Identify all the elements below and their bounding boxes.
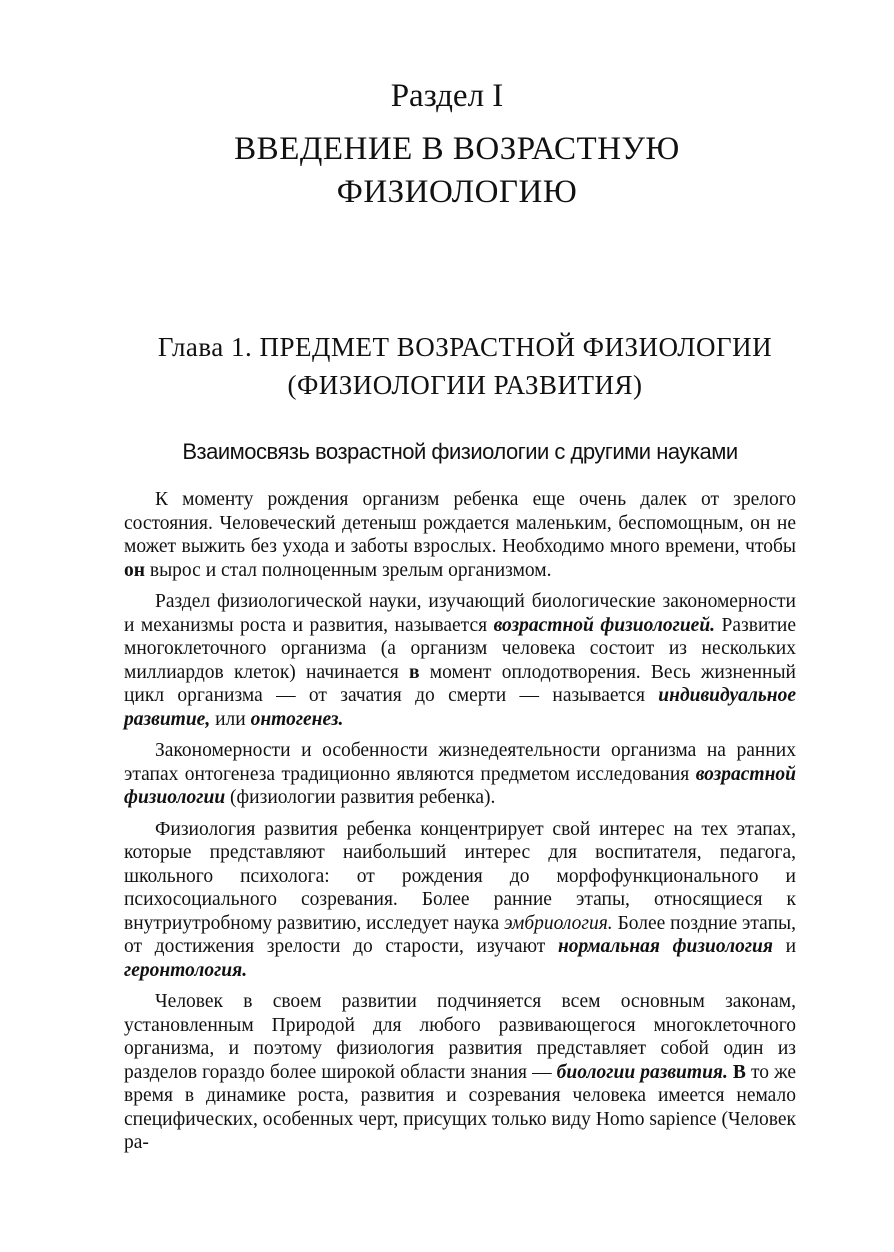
chapter-title-line-1: Глава 1. ПРЕДМЕТ ВОЗРАСТНОЙ ФИЗИОЛОГИИ — [157, 332, 773, 362]
section-label: Раздел I — [390, 78, 504, 114]
term-developmental-biology: биологии развития. — [556, 1061, 728, 1083]
subheading: Взаимосвязь возрастной физиологии с другими науками — [182, 439, 738, 464]
paragraph-2-bold-1: в — [408, 661, 420, 683]
paragraph-2 — [124, 590, 796, 731]
paragraph-4 — [124, 818, 796, 983]
term-normal-physiology: нормальная физиология — [557, 936, 773, 957]
paragraph-1-text-1: К моменту рождения организм ребенка еще очень далек от зрелого состояния. Человеческий детеныш рождается маленьким, беспомощным, он не может выжить без ухода и заботы взрослых. Необходимо много времени, чтобы — [124, 489, 796, 557]
term-individual-development: индивидуальное развитие, — [124, 685, 796, 730]
paragraph-3-text-2: (физиологии развития ребенка). — [225, 787, 496, 808]
section-title-line-2: ФИЗИОЛОГИЮ — [336, 174, 578, 210]
paragraph-4-text-2: Более поздние этапы, от достижения зрелости до старости, изучают — [124, 912, 796, 957]
paragraph-4-text-3: и — [772, 936, 796, 957]
paragraph-3 — [124, 739, 796, 810]
section-title-line-1: ВВЕДЕНИЕ В ВОЗРАСТНУЮ — [234, 131, 680, 167]
paragraph-1-text-2: вырос и стал полноценным зрелым организмом. — [145, 559, 552, 581]
chapter-title-line-2: (ФИЗИОЛОГИИ РАЗВИТИЯ) — [287, 370, 643, 400]
paragraph-1-bold-1: он — [124, 559, 145, 581]
paragraph-2-text-1: Раздел физиологической науки, изучающий биологические закономерности и механизмы роста и развития, называется — [124, 591, 796, 636]
term-embryology: эмбриология. — [504, 912, 613, 934]
paragraph-5-text-2: то же время в динамике роста, развития и созревания человека имеется немало специфических, особенных черт, присущих только виду Homo sapience (Человек ра- — [124, 1061, 796, 1153]
paragraph-2-text-3: момент оплодотворения. Весь жизненный цикл организма — от зачатия до смерти — называется — [124, 661, 796, 706]
paragraph-5-bold-1: В — [727, 1061, 746, 1083]
body-text — [124, 488, 796, 1163]
chapter-title — [80, 328, 850, 404]
term-age-physiology: возрастной физиологией. — [493, 614, 716, 636]
paragraph-1 — [124, 488, 796, 582]
paragraph-5 — [124, 990, 796, 1155]
term-age-physiology-2: возрастной физиологии — [124, 763, 796, 808]
paragraph-4-text-1: Физиология развития ребенка концентрирует свой интерес на тех этапах, которые представляют наибольший интерес для воспитателя, педагога, школьного психолога: от рождения до морфофункционального и психосоциального созревания. Более ранние этапы, относящиеся к внутриутробному развитию, исследует наука — [124, 818, 796, 934]
paragraph-2-text-2: Развитие многоклеточного организма (а организм человека состоит из нескольких миллиардов клеток) начинается — [124, 614, 796, 683]
term-gerontology: геронтология. — [124, 959, 248, 981]
section-title — [60, 128, 854, 214]
paragraph-2-text-4: или — [210, 708, 251, 730]
term-ontogenesis: онтогенез. — [250, 708, 344, 730]
paragraph-5-text-1: Человек в своем развитии подчиняется всем основным законам, установленным Природой для любого развивающегося многоклеточного организма, и поэтому физиология развития представляет собой один из разделов гораздо более широкой области знания — — [124, 991, 796, 1083]
paragraph-3-text-1: Закономерности и особенности жизнедеятельности организма на ранних этапах онтогенеза традиционно являются предметом исследования — [124, 740, 796, 785]
